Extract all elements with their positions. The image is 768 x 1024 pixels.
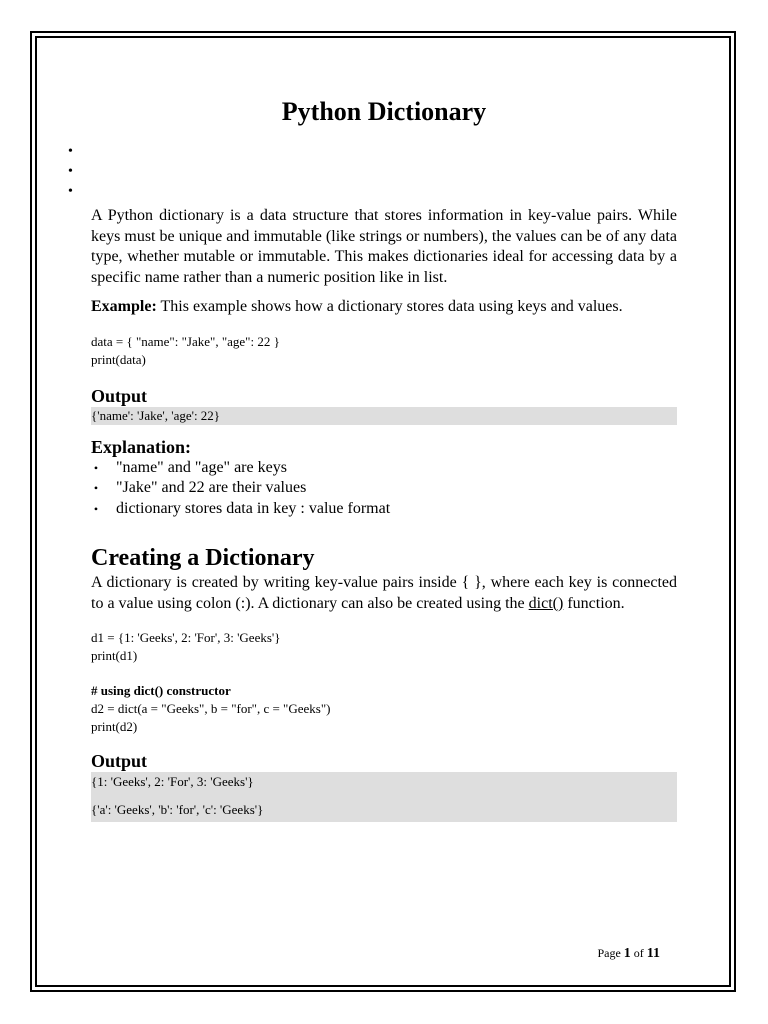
current-page: 1 — [623, 946, 631, 961]
code-line: d1 = {1: 'Geeks', 2: 'For', 3: 'Geeks'} — [91, 630, 281, 645]
example-text: This example shows how a dictionary stores data using keys and values. — [156, 298, 623, 315]
document-content — [91, 206, 677, 822]
empty-bullet-list — [68, 142, 73, 202]
output-value: {1: 'Geeks', 2: 'For', 3: 'Geeks'} — [91, 774, 254, 789]
output-heading-2: Output — [91, 751, 148, 771]
bullet-icon: • — [93, 501, 99, 516]
list-item: • "name" and "age" are keys — [116, 458, 677, 479]
list-item: • dictionary stores data in key : value format — [116, 499, 677, 520]
intro-paragraph: A Python dictionary is a data structure that stores information in key-value pairs. While keys must be unique and immutable (like strings or numbers), the values can be of any data type, whether mutable or immutable. This makes dictionaries ideal for accessing data by a specific name rather than a numeric position like in list. — [91, 207, 677, 286]
code-line: print(data) — [91, 351, 146, 367]
code-block-2 — [91, 629, 677, 736]
output-value: {'a': 'Geeks', 'b': 'for', 'c': 'Geeks'} — [91, 802, 264, 817]
empty-bullet — [68, 142, 73, 162]
example-label: Example: — [91, 298, 157, 315]
output-heading-1: Output — [91, 385, 148, 406]
page-title: Python Dictionary — [281, 97, 487, 126]
total-pages: 11 — [646, 946, 660, 961]
dict-link[interactable]: dict() — [528, 594, 564, 612]
code-line: data = { "name": "Jake", "age": 22 } — [91, 333, 280, 349]
code-line: d2 = dict(a = "Geeks", b = "for", c = "Geeks") — [91, 701, 331, 716]
output-box-2 — [91, 772, 677, 822]
creating-paragraph: A dictionary is created by writing key-value pairs inside { }, where each key is connected to a value using colon (:). A dictionary can also be created using the dict() function. — [91, 574, 677, 612]
code-comment: # using dict() constructor — [91, 683, 231, 698]
bullet-icon: • — [93, 481, 99, 495]
explanation-heading: Explanation: — [91, 436, 192, 457]
list-item: • "Jake" and 22 are their values — [116, 478, 677, 499]
section-heading-creating: Creating a Dictionary — [91, 545, 315, 571]
page-number: Page 1 of 11 — [597, 946, 660, 961]
example-paragraph — [91, 297, 677, 318]
explanation-list — [91, 458, 677, 520]
empty-bullet — [68, 182, 73, 202]
code-line: print(d2) — [91, 719, 138, 734]
output-box-1 — [91, 407, 677, 425]
code-block-1 — [91, 333, 677, 369]
empty-bullet — [68, 162, 73, 182]
output-value: {'name': 'Jake', 'age': 22} — [91, 407, 221, 423]
bullet-icon: • — [93, 460, 99, 475]
code-line: print(d1) — [91, 648, 138, 663]
